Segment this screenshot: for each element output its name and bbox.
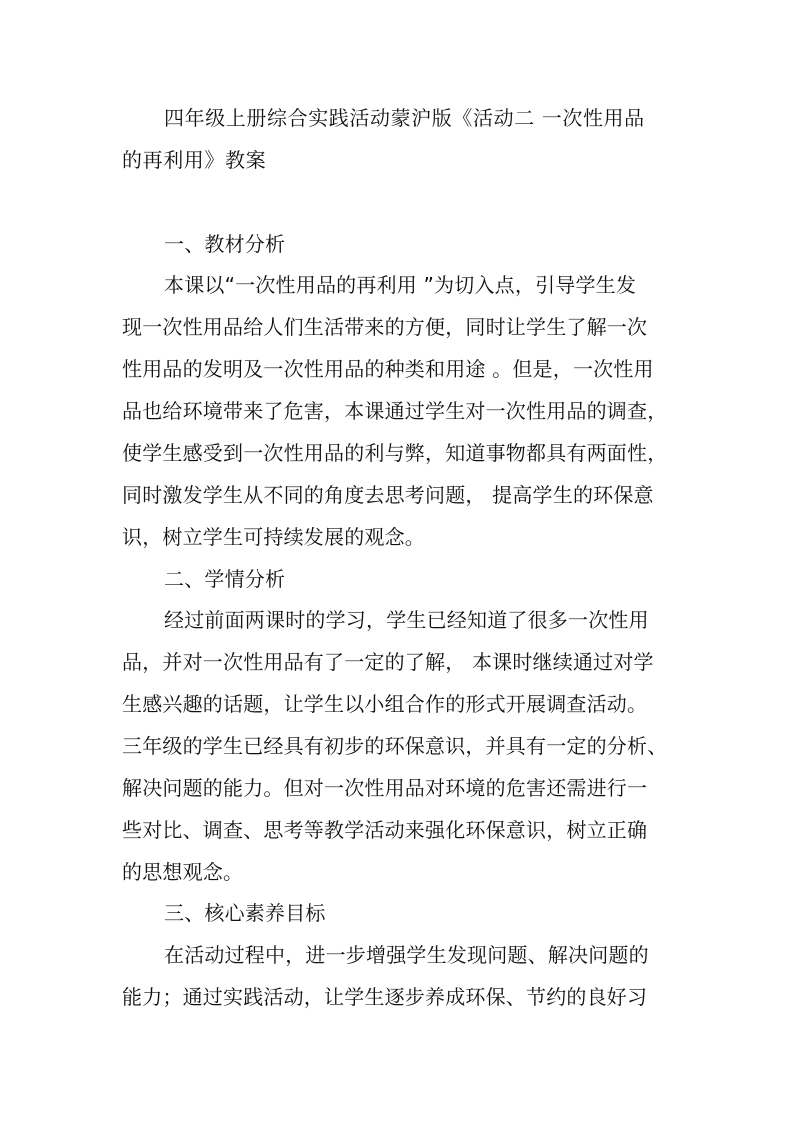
section-heading-core-literacy-goals: 三、核心素养目标 <box>164 901 326 925</box>
paragraph-line: 三年级的学生已经具有初步的环保意识，并具有一定的分析、 <box>122 734 668 758</box>
section-heading-student-analysis: 二、学情分析 <box>164 567 286 591</box>
paragraph-line: 解决问题的能力。但对一次性用品对环境的危害还需进行一 <box>122 776 648 800</box>
paragraph-line: 品也给环境带来了危害，本课通过学生对一次性用品的调查， <box>122 399 668 423</box>
paragraph-line: 在活动过程中，进一步增强学生发现问题、解决问题的 <box>164 943 649 967</box>
section-heading-textbook-analysis: 一、教材分析 <box>164 232 286 256</box>
document-title-line-1: 四年级上册综合实践活动蒙沪版《活动二 一次性用品 <box>164 106 645 130</box>
paragraph-line: 性用品的发明及一次性用品的种类和用途 。但是，一次性用 <box>122 357 654 381</box>
paragraph-line: 识，树立学生可持续发展的观念。 <box>122 525 425 549</box>
paragraph-line: 同时激发学生从不同的角度去思考问题， 提高学生的环保意 <box>122 483 654 507</box>
paragraph-line: 本课以“一次性用品的再利用 ”为切入点，引导学生发 <box>164 273 637 297</box>
paragraph-line: 现一次性用品给人们生活带来的方便，同时让学生了解一次 <box>122 315 648 339</box>
paragraph-line: 些对比、调查、思考等教学活动来强化环保意识，树立正确 <box>122 818 648 842</box>
paragraph-line: 能力；通过实践活动，让学生逐步养成环保、节约的良好习 <box>122 985 648 1009</box>
paragraph-line: 生感兴趣的话题，让学生以小组合作的形式开展调查活动。 <box>122 692 648 716</box>
paragraph-line: 使学生感受到一次性用品的利与弊，知道事物都具有两面性， <box>122 441 668 465</box>
document-title-line-2: 的再利用》教案 <box>122 148 267 172</box>
paragraph-line: 经过前面两课时的学习，学生已经知道了很多一次性用 <box>164 608 649 632</box>
paragraph-line: 品，并对一次性用品有了一定的了解， 本课时继续通过对学 <box>122 650 654 674</box>
paragraph-line: 的思想观念。 <box>122 860 244 884</box>
